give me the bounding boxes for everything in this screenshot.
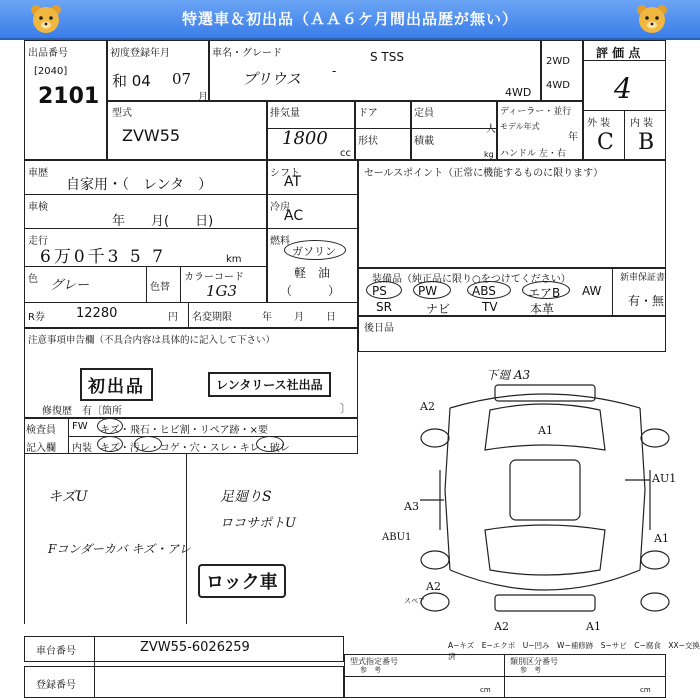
model-value: ZVW55	[122, 126, 181, 145]
equip-circle	[366, 281, 402, 299]
naiso-label: 内装	[72, 443, 92, 454]
equip-circle	[413, 281, 451, 299]
opt-4wd: 4WD	[546, 80, 570, 91]
inspection-value: 年 月( 日)	[112, 214, 214, 229]
equip-label: 装備品（純正品に限り○をつけてください）	[372, 274, 571, 285]
diag-a3: A3	[404, 500, 419, 513]
recycle-label: R券	[28, 312, 45, 323]
warranty-value: 有・無	[628, 294, 665, 308]
equip-leather: 本革	[530, 302, 555, 316]
year-unit: 年	[568, 132, 578, 143]
int-label: 内 装	[630, 118, 654, 129]
load-label: 積載	[414, 136, 434, 147]
lot-sub: [2040]	[34, 66, 68, 77]
shape-label: 形状	[358, 136, 378, 147]
fuel-label: 燃料	[270, 236, 290, 247]
diag-a1-3: A1	[586, 620, 601, 633]
diag-spare: スペア	[404, 597, 425, 605]
stamp-rental: レンタリース社出品	[208, 372, 331, 397]
reg-era: 和 04	[112, 72, 151, 90]
reg-month: 07	[172, 70, 192, 88]
int-score: B	[638, 130, 655, 155]
history-label: 車歴	[28, 168, 48, 179]
hand-note-right2: ロコサポトU	[220, 516, 296, 531]
sales-label: セールスポイント（正常に機能するものに限ります）	[364, 168, 604, 179]
car-name: プリウス	[242, 70, 301, 88]
color-code: 1G3	[206, 282, 238, 300]
inspection-label: 車検	[28, 202, 48, 213]
banner-title: 特選車＆初出品（ＡＡ６ケ月間出品歴が無い）	[181, 10, 518, 28]
model-year-label: モデル年式	[500, 122, 540, 131]
car-damage-diagram	[400, 370, 690, 630]
ext-label: 外 装	[587, 118, 611, 129]
color-label: 色	[28, 274, 38, 285]
equip-abs: ABS	[472, 284, 496, 298]
shift-value: AT	[284, 174, 302, 190]
footer-cm-2: cm	[640, 686, 651, 694]
equip-circle	[522, 281, 570, 299]
car-dash: -	[332, 64, 337, 78]
diag-a2-3: A2	[494, 620, 509, 633]
fuel-diesel: 軽 油	[294, 266, 331, 280]
model-label: 型式	[112, 108, 132, 119]
handle-label: ハンドル 左・右	[500, 149, 566, 159]
diag-abu1: ABU1	[382, 532, 412, 543]
diag-top: 下廻 A3	[486, 368, 531, 382]
diag-au1: AU1	[652, 472, 677, 485]
footer-label-2: 類別区分番号	[510, 657, 558, 666]
hand-note-left1: キズU	[48, 489, 88, 505]
score-value: 4	[614, 72, 632, 105]
diag-a1-2: A1	[654, 532, 669, 545]
equip-ps: PS	[372, 284, 387, 298]
seats-label: 後日品	[364, 323, 394, 334]
regno-label: 登録番号	[36, 680, 76, 691]
hand-note-left2: Fコンダーカバ キズ・アレ	[48, 542, 191, 556]
shift-label: シフト	[270, 168, 300, 179]
dealer-label: ディーラー・並行	[500, 107, 572, 117]
load-unit: kg	[484, 150, 494, 159]
ac-value: AC	[284, 208, 304, 224]
color-value: グレー	[50, 278, 90, 293]
equip-sr: SR	[376, 300, 392, 314]
check-label-1: 検査員	[26, 425, 56, 436]
recycle-value: 12280	[76, 306, 118, 321]
score-label: 評 価 点	[596, 46, 641, 60]
car-drive: 4WD	[505, 86, 532, 99]
reg-label: 初度登録年月	[110, 48, 170, 59]
chassis-value: ZVW55-6026259	[140, 640, 250, 655]
warranty-label: 新車保証書	[620, 273, 666, 283]
damage-legend: A−キズ E−エクボ U−凹み W−補修跡 S−サビ C−腐食 XX−交換済	[448, 641, 700, 661]
expiry-label: 名変期限	[192, 312, 232, 323]
capacity-label: 定員	[414, 108, 434, 119]
car-grade: S TSS	[370, 50, 404, 64]
reg-month-unit: 月	[198, 92, 208, 103]
fw-text: キズ・飛石・ヒビ割・リペア跡・×要	[100, 425, 268, 436]
equip-aw: AW	[582, 284, 602, 298]
equip-tv: TV	[482, 300, 498, 314]
history-value: 自家用・（ レンタ ）	[66, 177, 213, 193]
seats-box	[358, 316, 666, 352]
footer-label-1: 型式指定番号	[350, 657, 398, 666]
fuel-paren: （ ）	[280, 284, 341, 298]
fuel-gas: ガソリン	[292, 245, 336, 258]
equip-circle	[467, 281, 511, 299]
lot-label: 出品番号	[28, 48, 68, 59]
ext-score: C	[597, 130, 614, 155]
mileage-unit: km	[226, 254, 242, 265]
diag-a1-1: A1	[538, 424, 553, 437]
person-unit: 人	[486, 124, 496, 135]
hand-note-right1: 足廻りS	[220, 489, 272, 505]
fw-label: FW	[72, 421, 88, 432]
opt-2wd: 2WD	[546, 56, 570, 67]
disp-value: 1800	[282, 128, 328, 149]
expiry-value: 年 月 日	[262, 312, 342, 323]
diag-a2-1: A2	[420, 400, 435, 413]
recycle-unit: 円	[168, 312, 178, 323]
ac-label: 冷房	[270, 202, 290, 213]
disp-unit: cc	[340, 148, 351, 159]
disp-label: 排気量	[270, 108, 300, 119]
repair-label: 修復歴 有〔箇所	[42, 406, 122, 417]
color-tone-label: 色替	[150, 282, 170, 293]
footer-cm-1: cm	[480, 686, 491, 694]
car-label: 車名・グレード	[212, 48, 282, 59]
naiso-text: キズ・汚レ・コゲ・穴・スレ・キレ・破レ	[100, 443, 290, 454]
equip-airbag: エアB	[528, 286, 561, 300]
chassis-label: 車台番号	[36, 646, 76, 657]
lock-stamp: ロック車	[198, 564, 286, 598]
footer-ref-2: 参 考	[520, 666, 541, 674]
color-code-label: カラーコード	[184, 272, 244, 283]
mileage-value: 6万0千3 5 7	[40, 247, 166, 267]
notes-label: 注意事項申告欄（不具合内容は具体的に記入して下さい）	[28, 335, 276, 346]
door-label: ドア	[358, 108, 378, 119]
bear-icon	[28, 2, 64, 38]
check-label-2: 記入欄	[26, 443, 56, 454]
stamp-first: 初出品	[80, 368, 153, 401]
lot-number: 2101	[38, 84, 100, 109]
diag-a2-2: A2	[426, 580, 441, 593]
equip-navi: ナビ	[426, 302, 451, 316]
footer-ref-1: 参 考	[360, 666, 381, 674]
mileage-label: 走行	[28, 236, 48, 247]
equip-pw: PW	[418, 284, 438, 298]
bear-icon	[634, 2, 670, 38]
